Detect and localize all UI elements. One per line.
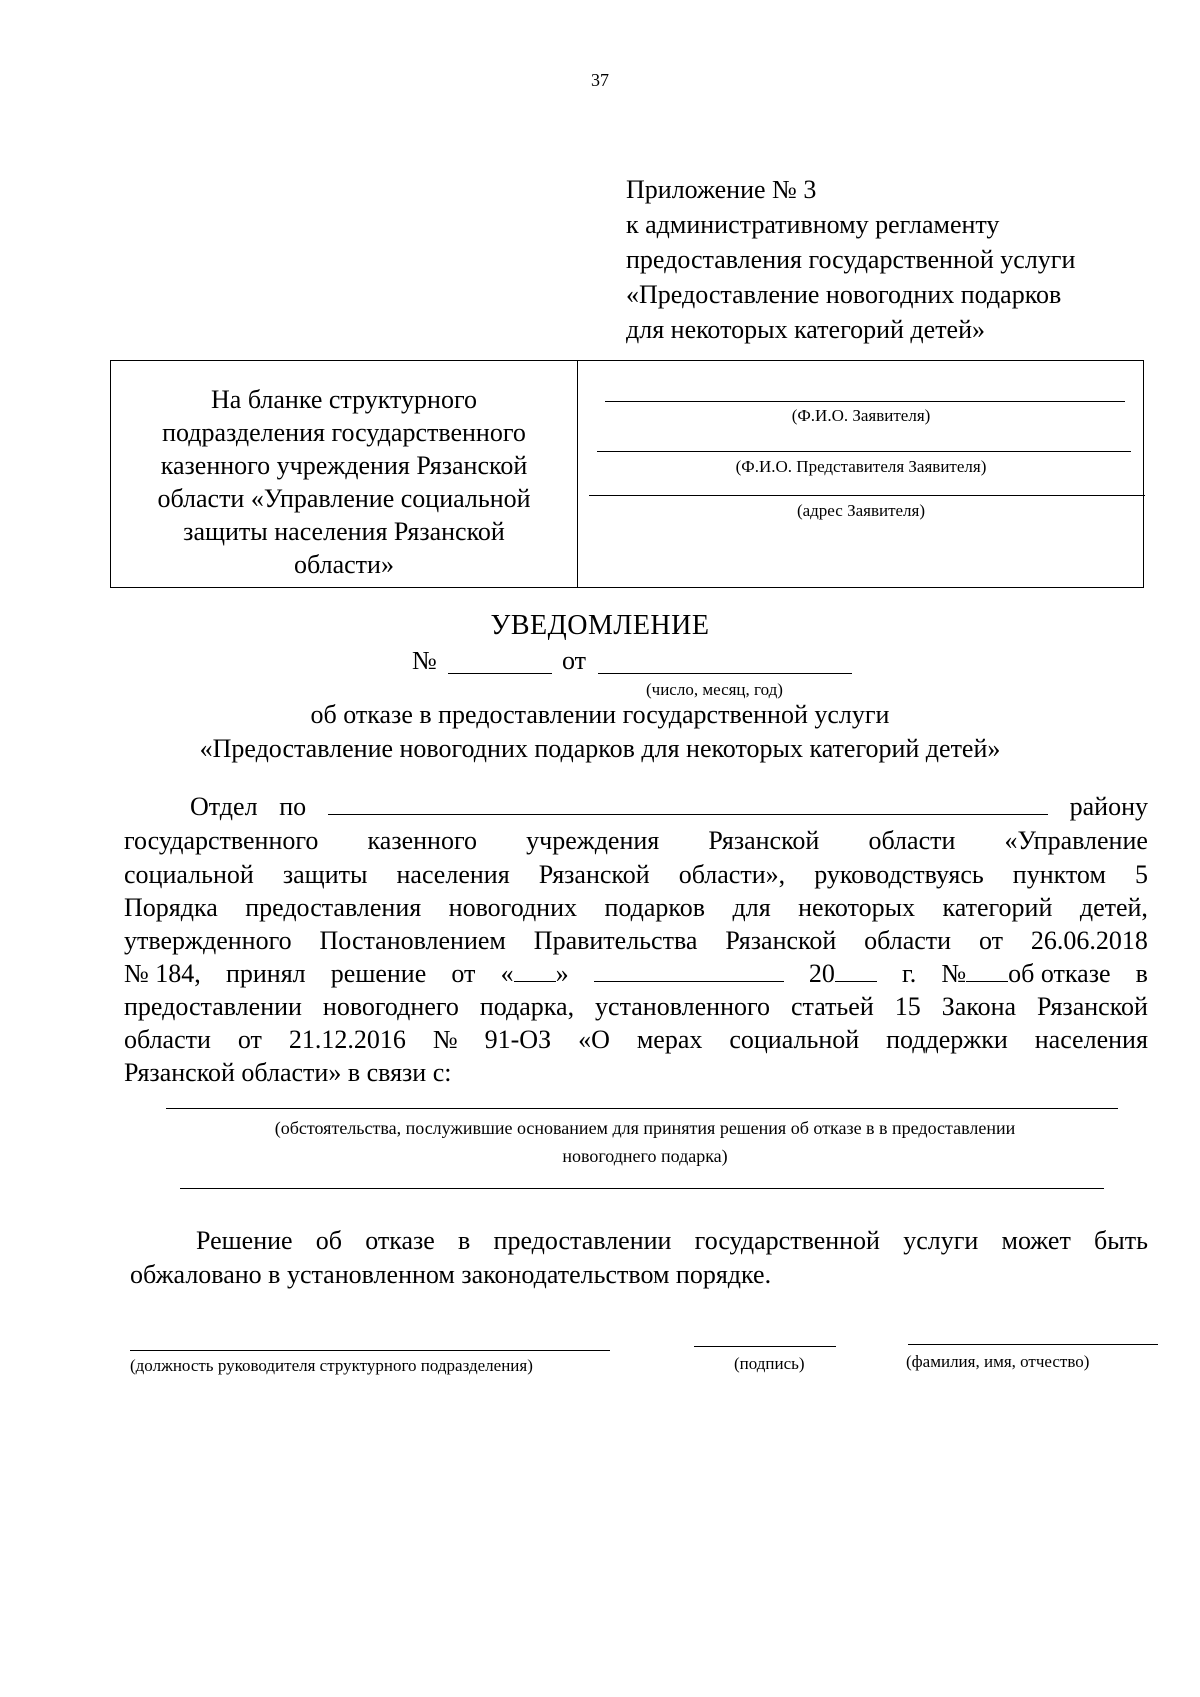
body-word: социальной	[729, 1025, 860, 1054]
from-label: от	[562, 646, 587, 675]
body-word: руководствуясь	[814, 860, 984, 889]
body-word: Рязанской	[725, 926, 837, 955]
body-word: области	[868, 826, 956, 855]
signature-caption: (подпись)	[734, 1354, 805, 1373]
body-line	[124, 992, 1148, 1022]
date-caption: (число, месяц, год)	[646, 680, 783, 699]
number-sign: №	[941, 959, 967, 988]
appendix-line: предоставления государственной услуги	[626, 245, 1076, 274]
service-name: «Предоставление новогодних подарков для некоторых категорий детей»	[199, 734, 1001, 763]
body-word: 91-ОЗ	[484, 1025, 552, 1054]
body-word: некоторых	[798, 893, 916, 922]
district-field[interactable]	[328, 792, 1048, 815]
body-word: подарков	[604, 893, 706, 922]
body-word: учреждения	[526, 826, 660, 855]
body-word: Отдел	[190, 792, 258, 821]
body-word: утвержденного	[124, 926, 292, 955]
header-table	[110, 360, 1144, 588]
applicant-name-caption: (Ф.И.О. Заявителя)	[791, 406, 931, 425]
body-word: от	[978, 926, 1004, 955]
body-line	[190, 792, 1148, 822]
circumstances-caption-line: новогоднего подарка)	[562, 1146, 728, 1166]
decision-number-field[interactable]	[966, 959, 1008, 982]
decision-number-group	[941, 959, 1110, 989]
full-name-caption: (фамилия, имя, отчество)	[906, 1352, 1090, 1371]
appeal-word: отказе	[365, 1226, 435, 1255]
body-word: мерах	[636, 1025, 703, 1054]
appeal-word: предоставлении	[493, 1226, 672, 1255]
appeal-word: в	[458, 1226, 471, 1255]
appendix-line: для некоторых категорий детей»	[626, 315, 986, 344]
body-word: новогоднего	[322, 992, 459, 1021]
body-word: Рязанской	[538, 860, 650, 889]
body-word: Постановлением	[319, 926, 506, 955]
letterhead-line: области «Управление социальной	[157, 484, 531, 513]
full-name-field[interactable]	[908, 1344, 1158, 1345]
circumstances-field[interactable]	[166, 1108, 1118, 1109]
notice-subtitle: об отказе в предоставлении государственной услуги	[310, 700, 890, 729]
body-line	[124, 826, 1148, 856]
page-number: 37	[591, 70, 609, 90]
letterhead-line: На бланке структурного	[211, 385, 477, 414]
body-word: №	[432, 1025, 458, 1054]
body-line	[124, 1025, 1148, 1055]
body-word: социальной	[124, 860, 254, 889]
decision-year-field[interactable]	[835, 959, 877, 982]
appeal-line	[196, 1226, 1148, 1256]
body-word: защиты	[282, 860, 368, 889]
body-word: в	[1135, 959, 1148, 988]
decision-day-field[interactable]	[514, 959, 556, 982]
body-word: об отказе	[1008, 959, 1111, 988]
body-word: области	[864, 926, 952, 955]
body-word: предоставления	[245, 893, 422, 922]
body-word: от	[237, 1025, 262, 1054]
body-word: детей,	[1079, 893, 1148, 922]
manager-position-caption: (должность руководителя структурного подразделения)	[130, 1356, 533, 1375]
body-word: 21.12.2016	[288, 1025, 406, 1054]
applicant-address-caption: (адрес Заявителя)	[796, 501, 926, 520]
body-word: 15	[894, 992, 921, 1021]
letterhead-line: защиты населения Рязанской	[183, 517, 505, 546]
body-word: № 184,	[124, 959, 201, 988]
body-line	[124, 926, 1148, 956]
body-word: решение	[330, 959, 427, 988]
body-word: от	[451, 959, 476, 988]
manager-position-field[interactable]	[130, 1350, 610, 1351]
representative-name-caption: (Ф.И.О. Представителя Заявителя)	[735, 457, 987, 476]
body-word: новогодних	[448, 893, 578, 922]
appendix-header	[626, 172, 1186, 347]
appeal-word: быть	[1094, 1226, 1148, 1255]
body-word: населения	[396, 860, 510, 889]
appeal-word: может	[1001, 1226, 1071, 1255]
body-line	[124, 860, 1148, 890]
notice-title: УВЕДОМЛЕНИЕ	[490, 610, 710, 641]
body-word: 5	[1134, 860, 1148, 889]
body-word: предоставлении	[124, 992, 302, 1021]
body-word: г.	[901, 959, 917, 988]
body-word: 26.06.2018	[1030, 926, 1148, 955]
appeal-word: Решение	[196, 1226, 293, 1255]
applicant-address-field[interactable]	[589, 495, 1145, 496]
body-word: поддержки	[886, 1025, 1008, 1054]
appeal-word: государственной	[694, 1226, 880, 1255]
representative-name-field[interactable]	[597, 451, 1131, 452]
body-line-text: Рязанской области» в связи с:	[124, 1058, 452, 1087]
letterhead-line: казенного учреждения Рязанской	[160, 451, 528, 480]
letterhead-line: подразделения государственного	[162, 418, 526, 447]
body-word: по	[279, 792, 307, 821]
body-line	[124, 893, 1148, 923]
appendix-line: к административному регламенту	[626, 210, 1000, 239]
appendix-line: «Предоставление новогодних подарков	[626, 280, 1062, 309]
notice-date-field[interactable]	[598, 673, 852, 674]
quote-close: »	[555, 959, 569, 988]
appendix-line: Приложение № 3	[626, 175, 817, 204]
notice-number-field[interactable]	[448, 673, 552, 674]
body-word: статьей	[790, 992, 874, 1021]
body-word: области»,	[678, 860, 786, 889]
circumstances-caption	[170, 1114, 1120, 1170]
body-word: области	[124, 1025, 211, 1054]
decision-month-field[interactable]	[594, 959, 784, 982]
body-word: государственного	[124, 826, 319, 855]
body-word: Рязанской	[708, 826, 820, 855]
body-word: населения	[1034, 1025, 1148, 1054]
appeal-word: услуги	[903, 1226, 979, 1255]
decision-year-group	[809, 959, 877, 989]
body-word: принял	[225, 959, 306, 988]
number-label: №	[412, 646, 437, 675]
appeal-line: обжаловано в установленном законодательством порядке.	[130, 1260, 772, 1289]
year-prefix: 20	[808, 959, 835, 988]
quote-open: «	[500, 959, 514, 988]
body-line	[124, 959, 1148, 989]
letterhead-line: области»	[294, 550, 394, 579]
body-word: Рязанской	[1037, 992, 1148, 1021]
body-word: для	[732, 893, 771, 922]
body-word: казенного	[367, 826, 477, 855]
circumstances-caption-line: (обстоятельства, послужившие основанием для принятия решения об отказе в в предоставлении	[274, 1118, 1016, 1138]
body-word: установленного	[595, 992, 771, 1021]
applicant-name-field[interactable]	[605, 401, 1125, 402]
body-word: «О	[578, 1025, 610, 1054]
decision-date-group	[501, 959, 569, 989]
body-word: Порядка	[124, 893, 218, 922]
signature-field[interactable]	[694, 1346, 836, 1347]
appeal-word: об	[315, 1226, 343, 1255]
circumstances-field-continued[interactable]	[180, 1188, 1104, 1189]
body-word: Правительства	[533, 926, 698, 955]
body-line	[124, 1058, 1148, 1088]
body-word: району	[1069, 792, 1148, 821]
body-word: категорий	[942, 893, 1053, 922]
body-word: «Управление	[1004, 826, 1148, 855]
letterhead-note	[111, 383, 577, 581]
body-word: Закона	[941, 992, 1017, 1021]
body-word: подарка,	[479, 992, 575, 1021]
body-word: пунктом	[1012, 860, 1106, 889]
